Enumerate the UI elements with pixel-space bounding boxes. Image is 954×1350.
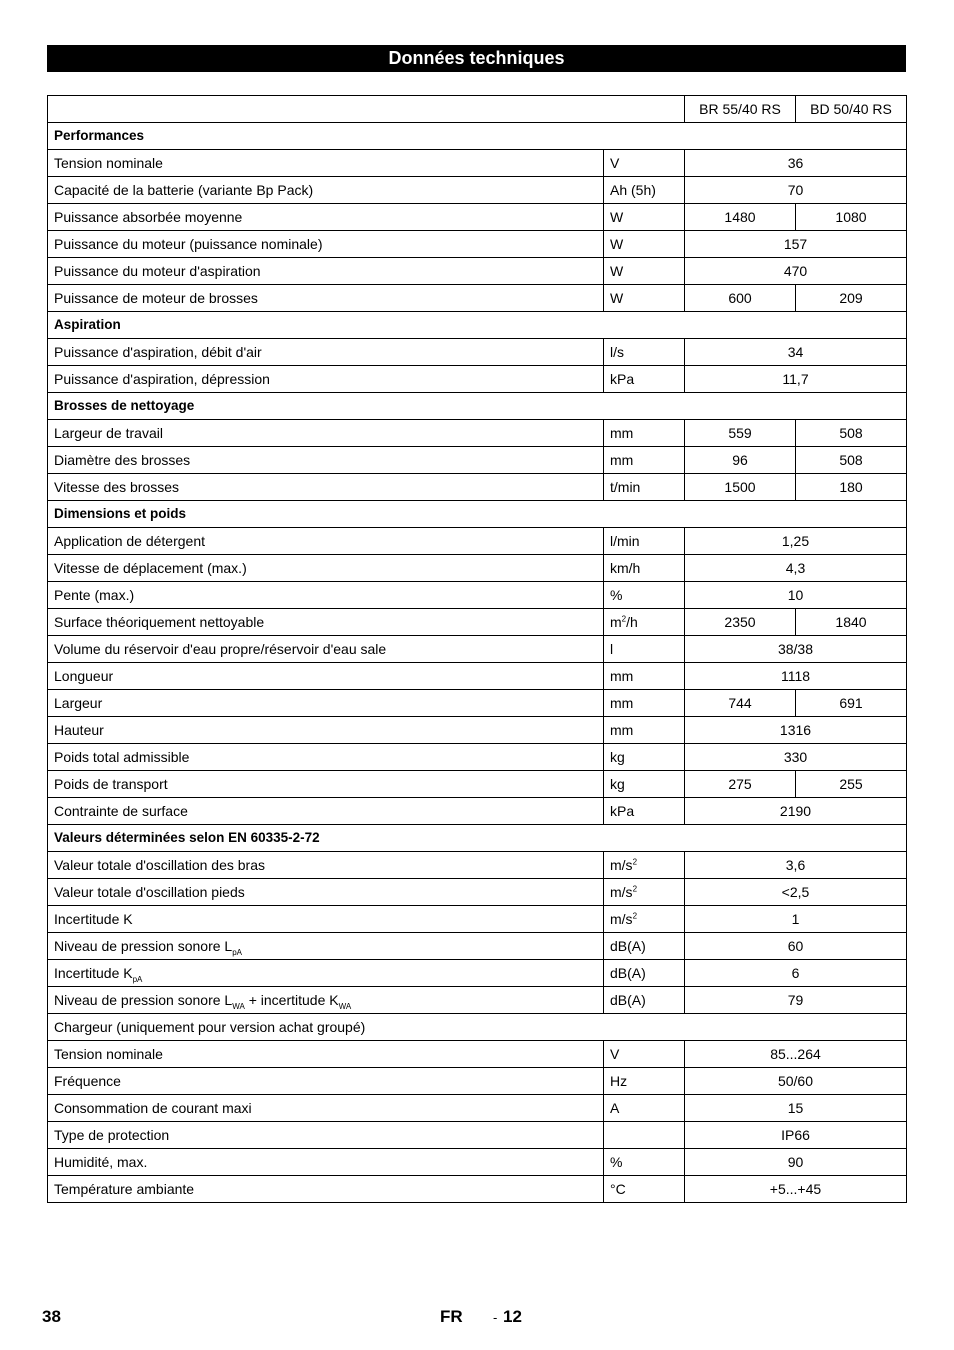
row-value-model-a: 275 bbox=[685, 771, 796, 798]
row-unit: dB(A) bbox=[604, 960, 685, 987]
row-unit: l bbox=[604, 636, 685, 663]
row-value: 1316 bbox=[685, 717, 907, 744]
row-unit: km/h bbox=[604, 555, 685, 582]
row-value-model-b: 180 bbox=[796, 474, 907, 501]
column-header-model-b: BD 50/40 RS bbox=[796, 96, 907, 123]
row-value: <2,5 bbox=[685, 879, 907, 906]
table-row bbox=[48, 231, 907, 258]
row-label: Incertitude $K_{pA}$ bbox=[48, 960, 604, 987]
row-value-model-b: 255 bbox=[796, 771, 907, 798]
row-value: 36 bbox=[685, 150, 907, 177]
row-unit bbox=[604, 1122, 685, 1149]
row-unit: V bbox=[604, 1041, 685, 1068]
row-label: Vitesse de déplacement (max.) bbox=[48, 555, 604, 582]
table-row bbox=[48, 555, 907, 582]
row-unit: mm bbox=[604, 663, 685, 690]
row-unit: $m/s^2$ bbox=[604, 852, 685, 879]
section-title: Valeurs déterminées selon EN 60335-2-72 bbox=[48, 825, 907, 852]
row-value-model-a: 744 bbox=[685, 690, 796, 717]
row-value: 11,7 bbox=[685, 366, 907, 393]
row-unit: kg bbox=[604, 744, 685, 771]
row-unit: % bbox=[604, 1149, 685, 1176]
table-row bbox=[48, 1149, 907, 1176]
row-label: Puissance d'aspiration, dépression bbox=[48, 366, 604, 393]
row-value: 60 bbox=[685, 933, 907, 960]
table-row bbox=[48, 906, 907, 933]
table-row bbox=[48, 636, 907, 663]
row-label: Niveau de pression sonore $L_{WA}$ + incertitude $K_{WA}$ bbox=[48, 987, 604, 1014]
row-value-model-a: 1500 bbox=[685, 474, 796, 501]
row-label: Type de protection bbox=[48, 1122, 604, 1149]
table-row bbox=[48, 447, 907, 474]
language-code: FR bbox=[440, 1307, 463, 1326]
row-label: Poids de transport bbox=[48, 771, 604, 798]
row-label: Contrainte de surface bbox=[48, 798, 604, 825]
table-header-row bbox=[48, 96, 907, 123]
row-label: Longueur bbox=[48, 663, 604, 690]
row-label: Puissance de moteur de brosses bbox=[48, 285, 604, 312]
row-value: 10 bbox=[685, 582, 907, 609]
row-value-model-b: 508 bbox=[796, 447, 907, 474]
row-value: +5...+45 bbox=[685, 1176, 907, 1203]
page-number: 38 bbox=[42, 1307, 61, 1326]
row-label: Tension nominale bbox=[48, 150, 604, 177]
row-value-model-b: 508 bbox=[796, 420, 907, 447]
row-value: 90 bbox=[685, 1149, 907, 1176]
row-value-model-b: 691 bbox=[796, 690, 907, 717]
row-value: 1,25 bbox=[685, 528, 907, 555]
row-label: Vitesse des brosses bbox=[48, 474, 604, 501]
table-row bbox=[48, 771, 907, 798]
row-value-model-b: 1840 bbox=[796, 609, 907, 636]
table-row bbox=[48, 420, 907, 447]
table-row bbox=[48, 717, 907, 744]
row-unit: % bbox=[604, 582, 685, 609]
row-unit: dB(A) bbox=[604, 933, 685, 960]
row-unit: mm bbox=[604, 447, 685, 474]
row-value: 50/60 bbox=[685, 1068, 907, 1095]
row-unit: l/s bbox=[604, 339, 685, 366]
row-value-model-b: 1080 bbox=[796, 204, 907, 231]
table-row bbox=[48, 1068, 907, 1095]
row-unit: W bbox=[604, 231, 685, 258]
table-row bbox=[48, 150, 907, 177]
table-row bbox=[48, 528, 907, 555]
section-title: Chargeur (uniquement pour version achat groupé) bbox=[48, 1014, 907, 1041]
row-label: Température ambiante bbox=[48, 1176, 604, 1203]
section-row bbox=[48, 123, 907, 150]
row-value: 70 bbox=[685, 177, 907, 204]
table-row bbox=[48, 204, 907, 231]
row-label: Humidité, max. bbox=[48, 1149, 604, 1176]
row-unit: $m/s^2$ bbox=[604, 879, 685, 906]
table-row bbox=[48, 852, 907, 879]
row-unit: kg bbox=[604, 771, 685, 798]
row-label: Puissance d'aspiration, débit d'air bbox=[48, 339, 604, 366]
table-row bbox=[48, 366, 907, 393]
row-label: Fréquence bbox=[48, 1068, 604, 1095]
row-unit: $m^2/h$ bbox=[604, 609, 685, 636]
row-value: 6 bbox=[685, 960, 907, 987]
row-value-model-a: 96 bbox=[685, 447, 796, 474]
row-label: Puissance du moteur d'aspiration bbox=[48, 258, 604, 285]
row-value: 38/38 bbox=[685, 636, 907, 663]
row-value-model-a: 2350 bbox=[685, 609, 796, 636]
row-label: Surface théoriquement nettoyable bbox=[48, 609, 604, 636]
table-row bbox=[48, 1176, 907, 1203]
section-row bbox=[48, 825, 907, 852]
row-value: 157 bbox=[685, 231, 907, 258]
table-row bbox=[48, 1095, 907, 1122]
row-value: 1118 bbox=[685, 663, 907, 690]
row-label: Niveau de pression sonore $L_{pA}$ bbox=[48, 933, 604, 960]
row-unit: W bbox=[604, 258, 685, 285]
row-unit: kPa bbox=[604, 366, 685, 393]
row-label: Puissance absorbée moyenne bbox=[48, 204, 604, 231]
column-header-model-a: BR 55/40 RS bbox=[685, 96, 796, 123]
row-label: Largeur de travail bbox=[48, 420, 604, 447]
row-label: Valeur totale d'oscillation pieds bbox=[48, 879, 604, 906]
row-unit: mm bbox=[604, 690, 685, 717]
row-value: 2190 bbox=[685, 798, 907, 825]
row-value: 79 bbox=[685, 987, 907, 1014]
table-row bbox=[48, 1041, 907, 1068]
row-unit: A bbox=[604, 1095, 685, 1122]
row-value-model-b: 209 bbox=[796, 285, 907, 312]
row-label: Hauteur bbox=[48, 717, 604, 744]
table-row bbox=[48, 690, 907, 717]
section-row bbox=[48, 501, 907, 528]
row-unit: Ah (5h) bbox=[604, 177, 685, 204]
row-label: Largeur bbox=[48, 690, 604, 717]
row-unit: t/min bbox=[604, 474, 685, 501]
table-row bbox=[48, 177, 907, 204]
row-unit: l/min bbox=[604, 528, 685, 555]
table-row bbox=[48, 609, 907, 636]
row-label: Puissance du moteur (puissance nominale) bbox=[48, 231, 604, 258]
row-label: Capacité de la batterie (variante Bp Pack) bbox=[48, 177, 604, 204]
row-value: 15 bbox=[685, 1095, 907, 1122]
row-unit: W bbox=[604, 285, 685, 312]
table-row bbox=[48, 285, 907, 312]
section-row bbox=[48, 393, 907, 420]
table-row bbox=[48, 582, 907, 609]
row-unit: Hz bbox=[604, 1068, 685, 1095]
table-row bbox=[48, 663, 907, 690]
table-row bbox=[48, 1122, 907, 1149]
row-unit: $m/s^2$ bbox=[604, 906, 685, 933]
row-value: 34 bbox=[685, 339, 907, 366]
row-label: Application de détergent bbox=[48, 528, 604, 555]
row-unit: W bbox=[604, 204, 685, 231]
table-row bbox=[48, 879, 907, 906]
row-value-model-a: 559 bbox=[685, 420, 796, 447]
section-title: Dimensions et poids bbox=[48, 501, 907, 528]
table-row bbox=[48, 474, 907, 501]
row-unit: mm bbox=[604, 717, 685, 744]
page-title: Données techniques bbox=[47, 45, 906, 72]
section-title: Performances bbox=[48, 123, 907, 150]
row-value: 85...264 bbox=[685, 1041, 907, 1068]
row-value-model-a: 600 bbox=[685, 285, 796, 312]
table-row bbox=[48, 339, 907, 366]
row-label: Poids total admissible bbox=[48, 744, 604, 771]
row-value: 4,3 bbox=[685, 555, 907, 582]
table-row bbox=[48, 987, 907, 1014]
row-unit: °C bbox=[604, 1176, 685, 1203]
section-title: Brosses de nettoyage bbox=[48, 393, 907, 420]
row-label: Diamètre des brosses bbox=[48, 447, 604, 474]
section-row bbox=[48, 312, 907, 339]
row-value: 330 bbox=[685, 744, 907, 771]
table-row bbox=[48, 798, 907, 825]
row-label: Pente (max.) bbox=[48, 582, 604, 609]
row-unit: V bbox=[604, 150, 685, 177]
section-page-number: 12 bbox=[503, 1307, 522, 1326]
row-unit: dB(A) bbox=[604, 987, 685, 1014]
row-value: 1 bbox=[685, 906, 907, 933]
section-row bbox=[48, 1014, 907, 1041]
row-value-model-a: 1480 bbox=[685, 204, 796, 231]
row-label: Valeur totale d'oscillation des bras bbox=[48, 852, 604, 879]
table-row bbox=[48, 933, 907, 960]
table-row bbox=[48, 744, 907, 771]
row-label: Consommation de courant maxi bbox=[48, 1095, 604, 1122]
row-value: 470 bbox=[685, 258, 907, 285]
row-label: Volume du réservoir d'eau propre/réservoir d'eau sale bbox=[48, 636, 604, 663]
row-value: IP66 bbox=[685, 1122, 907, 1149]
footer-separator: - bbox=[493, 1310, 498, 1325]
row-unit: mm bbox=[604, 420, 685, 447]
section-title: Aspiration bbox=[48, 312, 907, 339]
technical-data-table bbox=[47, 95, 907, 1203]
table-row bbox=[48, 258, 907, 285]
table-row bbox=[48, 960, 907, 987]
row-unit: kPa bbox=[604, 798, 685, 825]
row-value: 3,6 bbox=[685, 852, 907, 879]
row-label: Incertitude K bbox=[48, 906, 604, 933]
row-label: Tension nominale bbox=[48, 1041, 604, 1068]
